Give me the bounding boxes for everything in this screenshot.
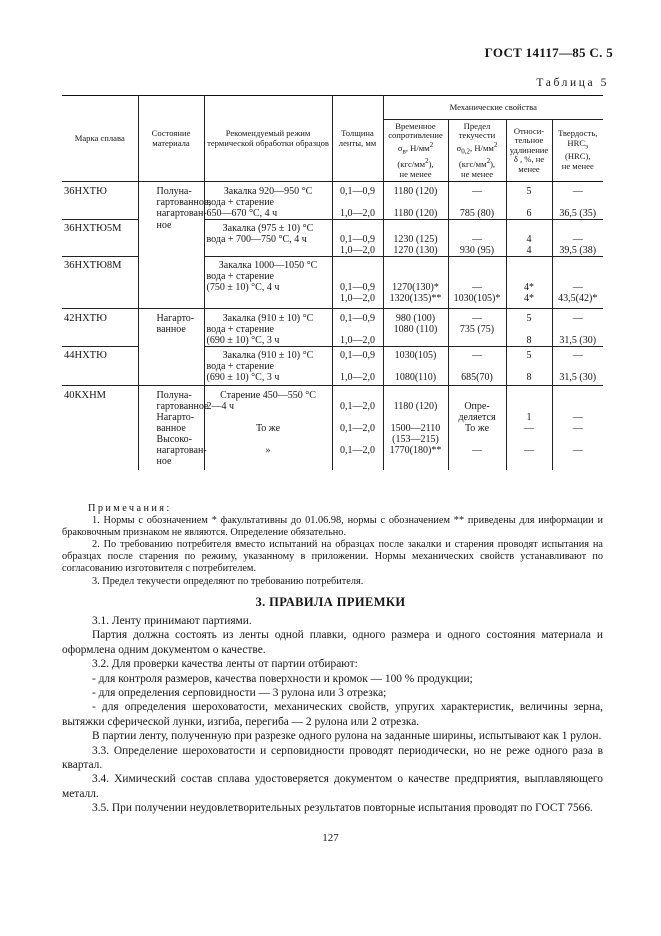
paragraph: 3.2. Для проверки качества ленты от партии отбирают:	[92, 658, 358, 671]
col-header-hardness: Твердость, $HRC_э$ (HRC), не менее	[552, 120, 603, 182]
tensile-cell: 1180 (120)	[383, 182, 448, 198]
note-1: 1. Нормы с обозначением * факультативны до 01.06.98, нормы с обозначением ** приведены для информации и браковочным признаком не являются. Определение обязательно.	[62, 515, 603, 539]
table-row: Нагарто- деляется 1 —	[62, 412, 603, 423]
table-row: 1,0—2,0 1270 (130) 930 (95) 4 39,5 (38)	[62, 245, 603, 257]
treatment-cell: Закалка 920—950 °С	[204, 182, 332, 198]
table-row: вода + 700—750 °С, 4 ч 0,1—0,9 1230 (125) — 4 —	[62, 234, 603, 245]
properties-table	[62, 95, 603, 470]
paragraph: 3.4. Химический состав сплава удостоверяется документом о качестве предприятия, выплавляющего металл.	[62, 773, 603, 800]
table-row: 1,0—2,0 1320(135)** 1030(105)* 4* 43,5(42)*	[62, 293, 603, 309]
table-row: нагартован- » 0,1—2,0 1770(180)** — — —	[62, 445, 603, 456]
section-title: 3. ПРАВИЛА ПРИЕМКИ	[255, 595, 406, 609]
col-header-state: Состояние материала	[138, 96, 204, 182]
page-number: 127	[322, 832, 339, 844]
table-row: 36НХТЮ8М Закалка 1000—1050 °С	[62, 257, 603, 272]
table-row	[62, 182, 603, 198]
table-row: вода + старение	[62, 361, 603, 372]
table-row: ное	[62, 456, 603, 470]
col-header-treatment: Рекомендуемый режим термической обработки образцов	[204, 96, 332, 182]
hardness-cell: —	[552, 182, 603, 198]
table-notes	[62, 503, 603, 588]
paragraph: 3.5. При получении неудовлетворительных результатов повторные испытания проводят по ГОСТ 7566.	[92, 802, 593, 815]
paragraph: 3.3. Определение шероховатости и серповидности проводят периодически, но не реже одного раза в квартал.	[62, 744, 603, 772]
notes-title: Примечания:	[88, 503, 172, 514]
table-row: (750 ± 10) °С, 4 ч 0,1—0,9 1270(130)* — 4* —	[62, 282, 603, 293]
elongation-cell: 5	[506, 182, 552, 198]
table-row: гартованное 2—4 ч 0,1—2,0 1180 (120) Опре-	[62, 401, 603, 412]
note-2: 2. По требованию потребителя вместо испытаний на образцах после закалки и старения проводят испытания на образцах после старения по режиму, указанному в приложении. Нормы механических свойств устанавливают по согласованию изготовителя с потребителем.	[62, 539, 603, 575]
table-row: 40КХНМ Полуна- Старение 450—550 °С	[62, 386, 603, 402]
table-row: (690 ± 10) °С, 3 ч 1,0—2,0 1080(110) 685(70) 8 31,5 (30)	[62, 372, 603, 386]
table-row: 42НХТЮ Нагарто- Закалка (910 ± 10) °С 0,1—0,9 980 (100) — 5 —	[62, 309, 603, 325]
list-item: - для определения шероховатости, механических свойств, упругих характеристик, величины зерна, вытяжки сферической лунки, изгиба, перегиба — 2 рулона или 2 отрезка.	[62, 701, 603, 728]
table-row: вода + старение	[62, 271, 603, 282]
col-header-elongation: Относи- тельное удлинение δ , %, не менее	[506, 120, 552, 182]
document-header: ГОСТ 14117—85 С. 5	[484, 45, 613, 60]
grade-cell: 36НХТЮ	[62, 182, 138, 198]
note-3: 3. Предел текучести определяют по требованию потребителя.	[92, 575, 364, 587]
paragraph: В партии ленту, полученную при разрезке одного рулона на заданные ширины, испытывают как 1 рулон.	[92, 730, 602, 743]
col-header-mechanical: Механические свойства	[383, 96, 603, 120]
table-row: ванное То же 0,1—2,0 1500—2110 То же — —	[62, 423, 603, 434]
table-title: Таблица 5	[536, 77, 609, 89]
paragraph: 3.1. Ленту принимают партиями.	[92, 615, 252, 627]
state-cell: Полуна-	[138, 182, 204, 198]
list-item: - для определения серповидности — 3 рулона или 3 отрезка;	[92, 687, 387, 700]
col-header-tensile: Временное сопротивление $\sigma_в$, $Н/мм^2$ $(кгс/мм^2)$, не менее	[383, 120, 448, 182]
section-body	[62, 614, 603, 816]
paragraph: Партия должна состоять из ленты одной плавки, одного размера и одного состояния материала и оформлена одним документом о качестве.	[62, 629, 603, 656]
thickness-cell: 0,1—0,9	[332, 182, 383, 198]
col-header-grade: Марка сплава	[62, 96, 138, 182]
table-row: 36НХТЮ5М ное Закалка (975 ± 10) °С	[62, 220, 603, 235]
table-row: нагартован- 650—670 °С, 4 ч 1,0—2,0 1180 (120) 785 (80) 6 36,5 (35)	[62, 208, 603, 220]
yield-cell: —	[448, 182, 506, 198]
table-row: 44НХТЮ Закалка (910 ± 10) °С 0,1—0,9 1030(105) — 5 —	[62, 347, 603, 362]
col-header-yield: Предел текучести $\sigma_{0,2}$, $Н/мм^2$ $(кгс/мм^2)$, не менее	[448, 120, 506, 182]
table-row: гартованное, вода + старение	[62, 197, 603, 208]
list-item: - для контроля размеров, качества поверхности и кромок — 100 % продукции;	[92, 672, 473, 685]
table-row: ванное вода + старение 1080 (110) 735 (75)	[62, 324, 603, 335]
table-row: Высоко- (153—215)	[62, 434, 603, 445]
col-header-thickness: Толщина ленты, мм	[332, 96, 383, 182]
table-row: (690 ± 10) °С, 3 ч 1,0—2,0 8 31,5 (30)	[62, 335, 603, 347]
